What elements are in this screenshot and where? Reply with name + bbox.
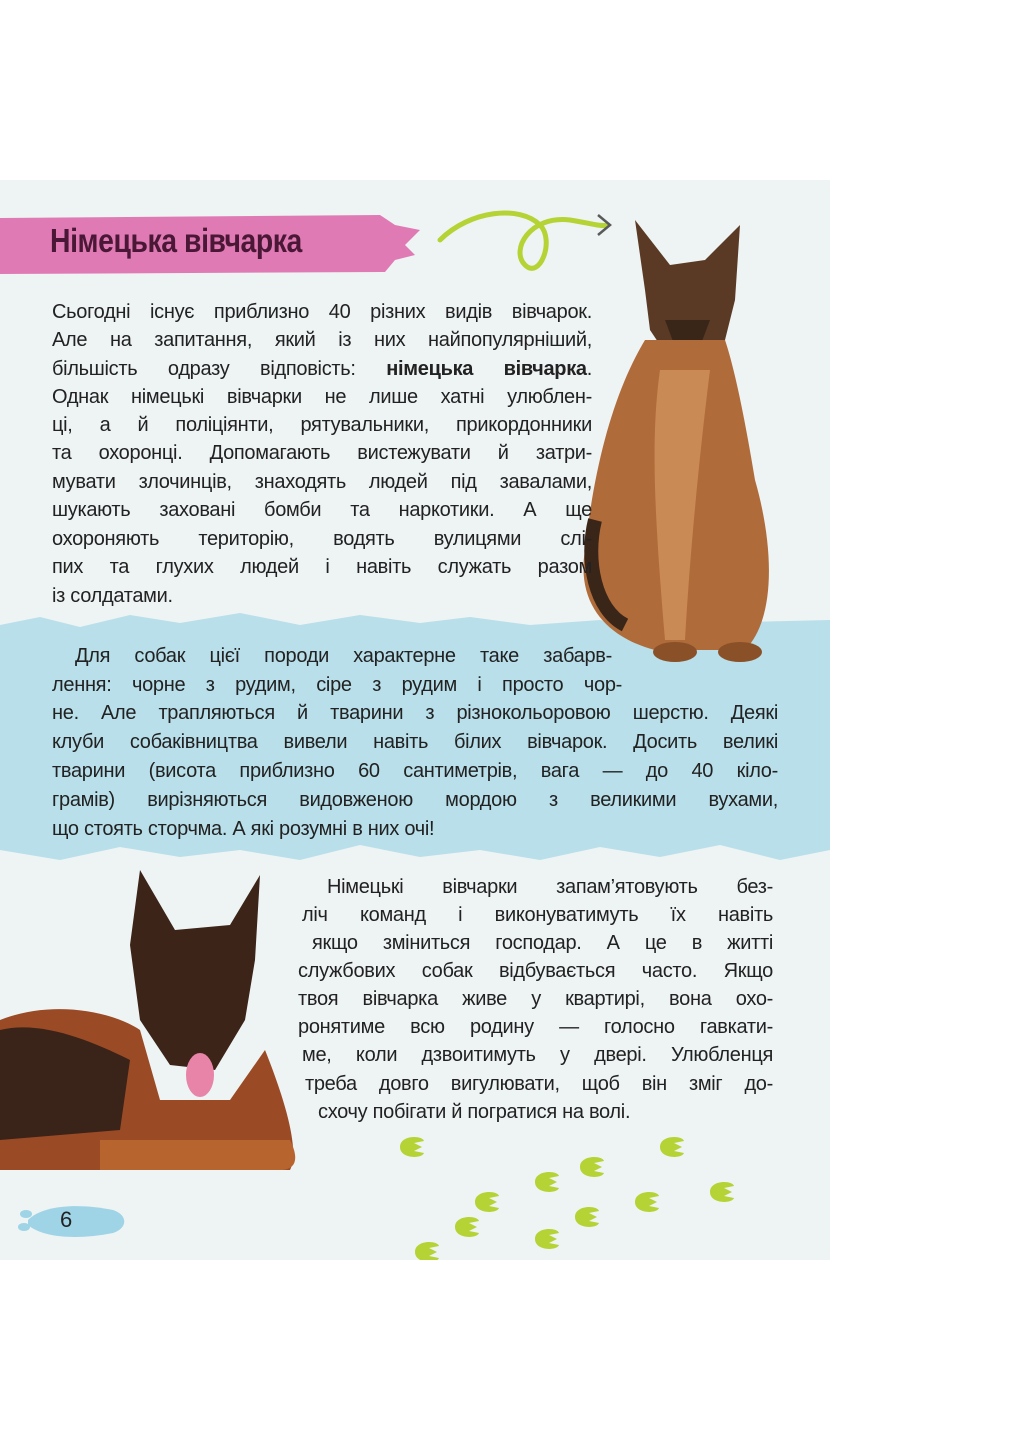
section3-text-line: ронятиме всю родину — голосно гавкати- [298,1016,773,1038]
section1-text-line: охороняють територію, водять вулицями слі- [52,528,592,550]
section2-text-line: клуби собаківництва вивели навіть білих вівчарок. Досить великі [52,731,778,753]
text-fragment: . [586,358,593,380]
section3-text-line: Німецькі вівчарки запам’ятовують без- [327,876,773,898]
section1-text-line: мувати злочинців, знаходять людей під завалами, [52,471,592,493]
section1-text-line: Сьогодні існує приблизно 40 різних видів вівчарок. [52,301,592,323]
section2-text-line: тварини (висота приблизно 60 сантиметрів, вага — до 40 кіло- [52,760,778,782]
section1-text-line: ці, а й поліціянти, рятувальники, прикордонники [52,414,592,436]
section2-text-line: лення: чорне з рудим, сіре з рудим і просто чор- [52,674,622,696]
section1-text-line: із солдатами. [52,585,173,607]
section1-text-line: Однак німецькі вівчарки не лише хатні улюблен- [52,386,592,408]
section3-text-line: ліч команд і виконуватимуть їх навіть [302,904,773,926]
section2-text-line: не. Але трапляються й тварини з різнокольоровою шерстю. Деякі [52,702,778,724]
page-number: 6 [60,1207,73,1232]
section1-text-line: Але на запитання, який із них найпопулярніший, [52,329,592,351]
paw-print-icon [18,1200,128,1240]
sitting-shepherd-dog-photo [575,220,785,670]
lying-shepherd-dog-photo [0,870,300,1175]
section1-text-line: пих та глухих людей і навіть служать разом [52,556,592,578]
section2-text-line: що стоять сторчма. А які розумні в них очі! [52,818,435,840]
footprints-decoration [400,1135,750,1260]
section3-text-line: якщо зміниться господар. А це в житті [312,932,773,954]
section3-text-line: ме, коли дзвоитимуть у двері. Улюбленця [302,1044,773,1066]
section1-text-line: та охоронці. Допомагають вистежувати й затри- [52,442,592,464]
section3-text-line: схочу побігати й погратися на волі. [318,1101,631,1123]
section3-text-line: службових собак відбувається часто. Якщо [298,960,773,982]
section2-text-line: грамів) вирізняються видовженою мордою з великими вухами, [52,789,778,811]
section1-text-line [52,357,592,381]
text-fragment: більшість одразу відповість: [52,358,387,380]
section3-text-line: твоя вівчарка живе у квартирі, вона охо- [298,988,773,1010]
bold-breed-name: німецька вівчарка [386,358,587,380]
section3-text-line: треба довго вигулювати, щоб він зміг до- [305,1073,773,1095]
section2-text-line: Для собак цієї породи характерне таке забарв- [75,645,612,667]
section1-text-line: шукають заховані бомби та наркотики. А ще [52,499,592,521]
page-title: Німецька вівчарка [50,222,302,259]
